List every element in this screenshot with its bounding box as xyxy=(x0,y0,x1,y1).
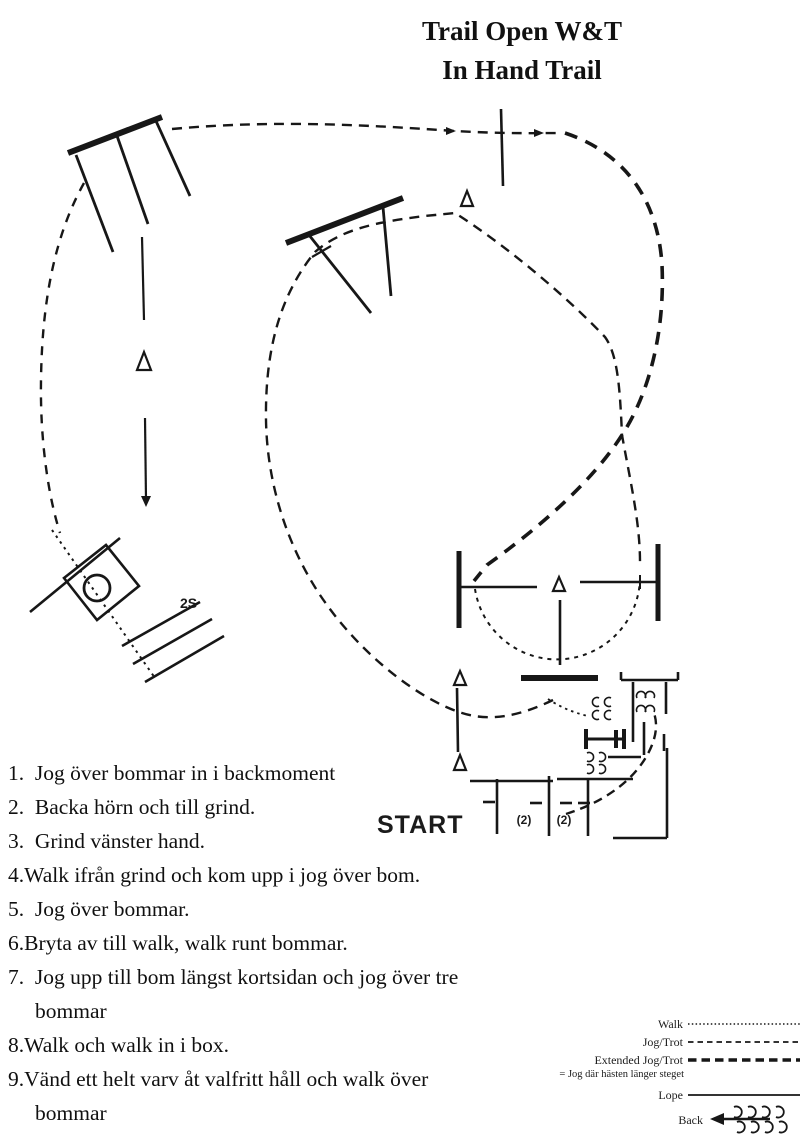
legend-row-walk xyxy=(520,1015,800,1033)
instruction-item-4: 4.Walk ifrån grind och kom upp i jog över bom. xyxy=(8,863,421,887)
legend-extended-jog-label: Extended Jog/Trot xyxy=(594,1052,683,1067)
legend-back-symbol xyxy=(708,1104,800,1136)
gate-circle xyxy=(84,575,110,601)
legend-extended-note: = Jog där hästen länger steget xyxy=(559,1069,684,1080)
instruction-item-6: 6.Bryta av till walk, walk runt bommar. xyxy=(8,931,348,955)
legend-line-extended-jog xyxy=(688,1056,800,1064)
instruction-item-9: 9.Vänd ett helt varv åt valfritt håll och walk över bommar xyxy=(8,1067,429,1125)
instruction-item-3: 3. Grind vänster hand. xyxy=(8,829,206,853)
jog-path-start-curve xyxy=(566,713,656,814)
pole-left-upper xyxy=(142,237,144,320)
legend-back-label: Back xyxy=(678,1112,703,1127)
instruction-item-5: 5. Jog över bommar. xyxy=(8,897,190,921)
start-label: START xyxy=(377,811,464,839)
cone-marker-bottom-1 xyxy=(454,671,466,685)
legend-line-lope xyxy=(688,1091,800,1099)
pole-count-label-1: (2) xyxy=(516,813,532,827)
extended-jog-arc xyxy=(474,133,662,581)
back-arrow-icon xyxy=(710,1113,724,1125)
legend-walk-label: Walk xyxy=(657,1016,683,1031)
pole-left-lower-arrow xyxy=(141,418,151,507)
legend-row-jog xyxy=(520,1033,800,1051)
instruction-item-8: 8.Walk och walk in i box. xyxy=(8,1033,229,1057)
hoofprints-in-box xyxy=(637,691,655,712)
backing-marker xyxy=(586,729,625,749)
title-line-1: Trail Open W&T xyxy=(421,16,623,46)
legend-row-extended-jog xyxy=(520,1051,800,1069)
legend-line-walk xyxy=(688,1020,800,1028)
jog-path-left xyxy=(41,183,84,533)
obstacle-box xyxy=(608,672,678,838)
instruction-item-2: 2. Backa hörn och till grind. xyxy=(8,795,256,819)
gait-legend xyxy=(520,1015,800,1136)
obstacle-gate-2s xyxy=(30,538,224,682)
hoofprints-back-lower xyxy=(587,753,606,774)
legend-line-jog xyxy=(688,1038,800,1046)
gate-label: 2S xyxy=(180,595,198,611)
legend-lope-label: Lope xyxy=(658,1087,683,1102)
obstacle-fan-poles-left xyxy=(68,117,190,252)
cone-marker-center xyxy=(553,577,565,591)
cone-marker-top xyxy=(461,191,473,206)
instruction-item-1: 1. Jog över bommar in i backmoment xyxy=(8,761,336,785)
jog-path-top xyxy=(172,124,562,137)
cone-marker-left xyxy=(137,352,151,370)
legend-jog-label: Jog/Trot xyxy=(642,1034,683,1049)
down-arrow-icon xyxy=(141,496,151,507)
hoofprints-back-upper xyxy=(592,698,611,720)
jog-loop-main xyxy=(266,213,640,717)
obstacle-fan-poles-middle xyxy=(286,198,403,313)
legend-row-back xyxy=(520,1104,800,1136)
walk-dotted-backing xyxy=(548,699,588,716)
pole-count-label-2: (2) xyxy=(556,813,572,827)
title-line-2: In Hand Trail xyxy=(442,55,602,85)
instructions-list xyxy=(8,756,574,1130)
path-arrow-icon xyxy=(534,129,544,137)
legend-row-lope xyxy=(520,1086,800,1104)
instruction-item-7: 7. Jog upp till bom längst kortsidan och jog över tre bommar xyxy=(8,965,459,1023)
path-arrow-icon xyxy=(446,127,456,135)
obstacle-single-pole-top xyxy=(501,109,503,186)
